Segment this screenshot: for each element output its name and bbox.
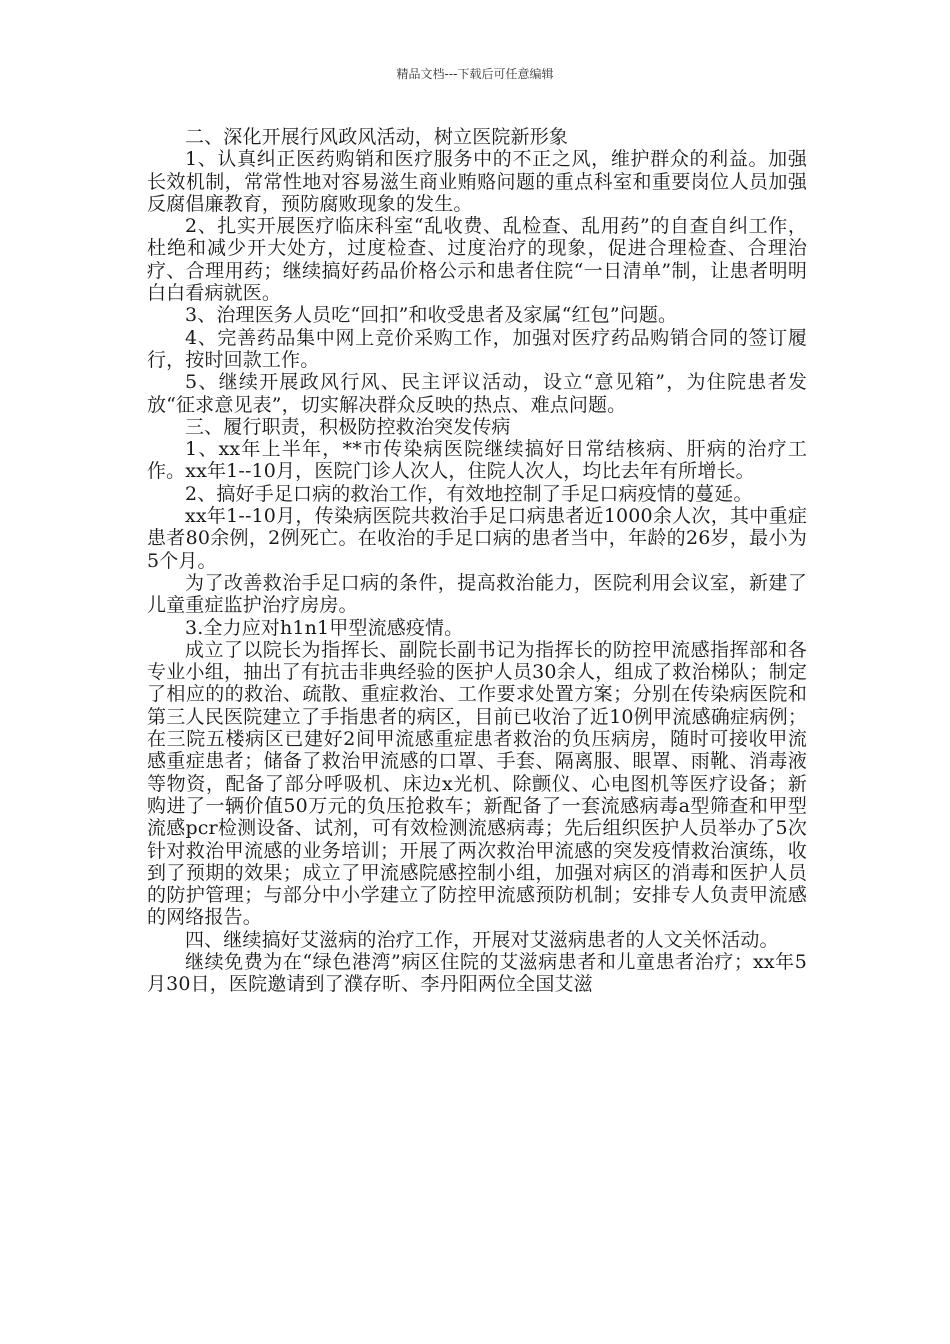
paragraph: 继续免费为在“绿色港湾”病区住院的艾滋病患者和儿童患者治疗；xx年5月30日，医院邀请到了濮存昕、李丹阳两位全国艾滋: [147, 950, 807, 996]
document-body: [147, 126, 807, 996]
section-heading-4: 四、继续搞好艾滋病的治疗工作，开展对艾滋病患者的人文关怀活动。: [185, 928, 779, 951]
paragraph: 3.全力应对h1n1甲型流感疫情。: [185, 616, 464, 639]
paragraph: 为了改善救治手足口病的条件，提高救治能力，医院利用会议室，新建了儿童重症监护治疗房房。: [147, 571, 807, 617]
paragraph: 1、xx年上半年，**市传染病医院继续搞好日常结核病、肝病的治疗工作。xx年1--10月，医院门诊人次人，住院人次人，均比去年有所增长。: [147, 438, 807, 483]
paragraph: 2、搞好手足口病的救治工作，有效地控制了手足口病疫情的蔓延。: [185, 482, 753, 505]
paragraph: 2、扎实开展医疗临床科室“乱收费、乱检查、乱用药”的自查自纠工作，杜绝和减少开大处方，过度检查、过度治疗的现象，促进合理检查、合理治疗、合理用药；继续搞好药品价格公示和患者住院“一日清单”制，让患者明明白白看病就医。: [147, 215, 807, 305]
page-header: 精品文档---下载后可任意编辑: [396, 67, 554, 81]
paragraph: 成立了以院长为指挥长、副院长副书记为指挥长的防控甲流感指挥部和各专业小组，抽出了有抗击非典经验的医护人员30余人，组成了救治梯队；制定了相应的的救治、疏散、重症救治、工作要求处置方案；分别在传染病医院和第三人民医院建立了手指患者的病区，目前已收治了近10例甲流感确症病例；在三院五楼病区已建好2间甲流感重症患者救治的负压病房，随时可接收甲流感重症患者；储备了救治甲流感的口罩、手套、隔离服、眼罩、雨靴、消毒液等物资，配备了部分呼吸机、床边x光机、除颤仪、心电图机等医疗设备；新购进了一辆价值50万元的负压抢救车；新配备了一套流感病毒a型筛查和甲型流感pcr检测设备、试剂，可有效检测流感病毒；先后组织医护人员举办了5次针对救治甲流感的业务培训；开展了两次救治甲流感的突发疫情救治演练，收到了预期的效果；成立了甲流感院感控制小组，加强对病区的消毒和医护人员的防护管理；与部分中小学建立了防控甲流感预防机制；安排专人负责甲流感的网络报告。: [147, 638, 807, 929]
paragraph: xx年1--10月，传染病医院共救治手足口病患者近1000余人次，其中重症患者80余例，2例死亡。在收治的手足口病的患者当中，年龄的26岁，最小为5个月。: [147, 505, 807, 572]
paragraph: 5、继续开展政风行风、民主评议活动，设立“意见箱”，为住院患者发放“征求意见表”，切实解决群众反映的热点、难点问题。: [147, 371, 807, 416]
paragraph: 3、治理医务人员吃“回扣”和收受患者及家属“红包”问题。: [185, 304, 678, 327]
paragraph: 1、认真纠正医药购销和医疗服务中的不正之风，维护群众的利益。加强长效机制，常常性地对容易滋生商业贿赂问题的重点科室和重要岗位人员加强反腐倡廉教育，预防腐败现象的发生。: [147, 148, 807, 215]
section-heading-2: 二、深化开展行风政风活动，树立医院新形象: [185, 126, 569, 148]
section-heading-3: 三、履行职责，积极防控救治突发传病: [185, 415, 511, 438]
paragraph: 4、完善药品集中网上竞价采购工作，加强对医疗药品购销合同的签订履行，按时回款工作。: [147, 326, 807, 371]
